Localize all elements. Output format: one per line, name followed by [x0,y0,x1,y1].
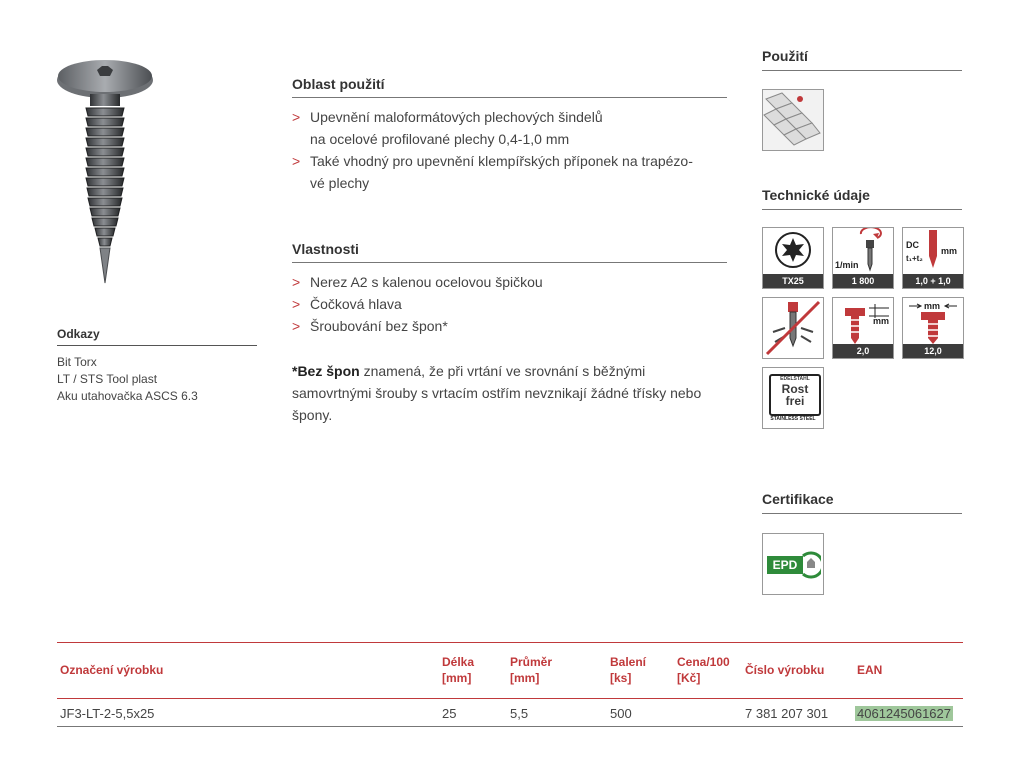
epd-label: EPD [767,556,803,574]
col-header-ean: EAN [857,663,883,677]
head-height-value: 2,0 [833,344,893,358]
cell-length: 25 [442,706,457,721]
table-bottom-rule [57,726,963,727]
col-header-pack: Balení [ks] [610,655,647,685]
links-list [57,354,198,405]
list-item: > Upevnění maloformátových plechových šindelů na ocelové profilované plechy 0,4-1,0 mm [292,106,732,150]
torx-drive-icon [763,228,823,274]
usage-heading: Použití [762,48,962,71]
head-diameter-value: 12,0 [903,344,963,358]
stainless-steel-label: STAINLESS STEEL [770,416,816,422]
bullet-arrow-icon: > [292,274,301,290]
table-header-rule [57,698,963,699]
cell-product-number: 7 381 207 301 [745,706,829,721]
epd-certificate-tile [762,533,824,595]
col-header-price: Cena/100 [Kč] [677,655,730,685]
bullet-arrow-icon: > [292,296,301,312]
drill-capacity-value: 1,0 + 1,0 [903,274,963,288]
technical-data-heading: Technické údaje [762,187,962,210]
link-item[interactable]: Bit Torx [57,355,97,369]
properties-list [292,271,732,337]
list-item: > Čočková hlava [292,293,732,315]
usage-area-heading: Oblast použití [292,76,727,98]
head-height-unit: mm [873,316,890,326]
bullet-arrow-icon: > [292,318,301,334]
usage-area-list [292,106,732,194]
dc-label: DC [906,240,919,250]
col-header-product-number: Číslo výrobku [745,663,825,677]
cell-pack: 500 [610,706,632,721]
head-height-tile [832,297,894,359]
properties-heading: Vlastnosti [292,241,727,263]
rpm-unit: 1/min [835,260,859,270]
cell-diameter: 5,5 [510,706,529,721]
drill-tip-icon [927,230,939,270]
bullet-arrow-icon: > [292,109,301,125]
col-header-designation: Označení výrobku [60,663,164,677]
dc-unit: mm [941,246,958,256]
list-item: > Šroubování bez špon* [292,315,732,337]
link-item[interactable]: Aku utahovačka ASCS 6.3 [57,389,198,403]
no-chips-tile [762,297,824,359]
links-heading: Odkazy [57,327,257,346]
screw-head-diameter-icon [903,298,963,344]
col-header-length: Délka [mm] [442,655,475,685]
drive-type-tile [762,227,824,289]
rpm-tile [832,227,894,289]
bullet-arrow-icon: > [292,153,301,169]
head-diameter-unit: mm [924,301,941,311]
dc-sub-label: t₁+t₂ [906,254,923,263]
link-item[interactable]: LT / STS Tool plast [57,372,158,386]
ean-highlight: 4061245061627 [857,706,951,721]
list-item: > Také vhodný pro upevnění klempířských příponek na trapézo- vé plechy [292,150,732,194]
rostfrei-badge-icon: EDELSTAHL Rost frei [769,374,821,416]
no-chips-note: *Bez špon znamená, že při vrtání ve srovnání s běžnými samovrtnými šrouby s vrtacím ostřím nevznikají žádné třísky nebo špony. [292,363,702,423]
stainless-steel-tile [762,367,824,429]
drill-capacity-tile [902,227,964,289]
cell-ean [855,706,953,721]
table-top-rule [57,642,963,643]
drive-type-value: TX25 [763,274,823,288]
cell-designation: JF3-LT-2-5,5x25 [60,706,155,721]
head-diameter-tile [902,297,964,359]
col-header-diameter: Průměr [mm] [510,655,553,685]
list-item: > Nerez A2 s kalenou ocelovou špičkou [292,271,732,293]
product-image-screw [50,58,160,288]
roof-shingle-usage-icon [762,89,824,151]
epd-logo-icon [799,548,821,580]
rpm-value: 1 800 [833,274,893,288]
certification-heading: Certifikace [762,491,962,514]
no-chips-crossed-icon [763,298,823,358]
